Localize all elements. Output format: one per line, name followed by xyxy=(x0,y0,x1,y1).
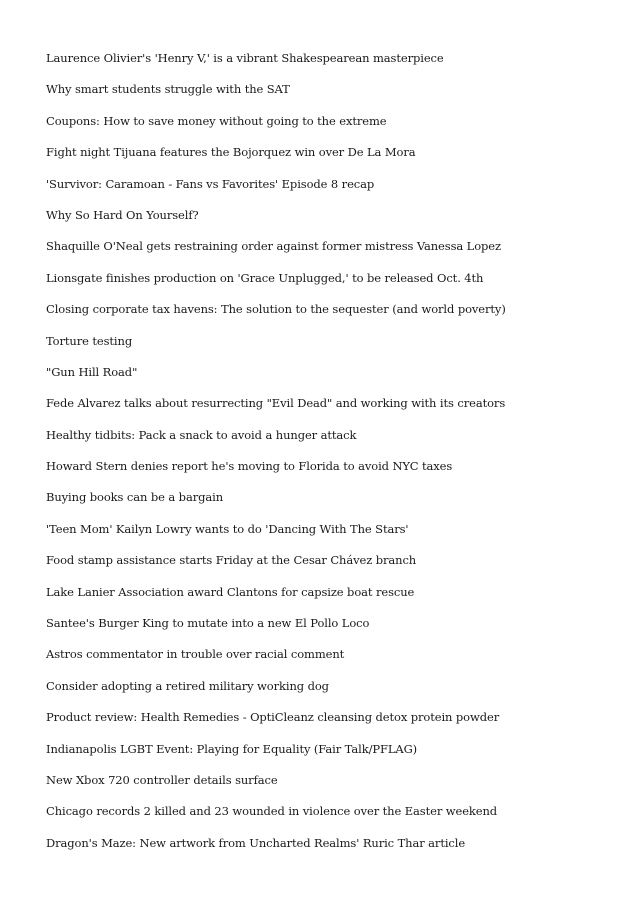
headline-item: Consider adopting a retired military working dog xyxy=(46,678,329,693)
headline-item: Laurence Olivier's 'Henry V,' is a vibrant Shakespearean masterpiece xyxy=(46,51,444,65)
headline-list xyxy=(46,48,616,864)
headline-item: Santee's Burger King to mutate into a new El Pollo Loco xyxy=(46,616,370,631)
headline-item: "Gun Hill Road" xyxy=(46,364,138,379)
headline-item: Chicago records 2 killed and 23 wounded in violence over the Easter weekend xyxy=(46,804,498,819)
headline-item: Fede Alvarez talks about resurrecting "Evil Dead" and working with its creators xyxy=(46,396,506,411)
headline-item: Indianapolis LGBT Event: Playing for Equality (Fair Talk/PFLAG) xyxy=(46,741,418,756)
headline-item: Closing corporate tax havens: The solution to the sequester (and world poverty) xyxy=(46,302,506,317)
headline-item: 'Survivor: Caramoan - Fans vs Favorites' Episode 8 recap xyxy=(46,176,375,191)
headline-item: Dragon's Maze: New artwork from Uncharted Realms' Ruric Thar article xyxy=(46,835,466,850)
headline-item: Torture testing xyxy=(46,333,133,348)
headline-item: Howard Stern denies report he's moving to Florida to avoid NYC taxes xyxy=(46,459,453,474)
headline-item: Lionsgate finishes production on 'Grace Unplugged,' to be released Oct. 4th xyxy=(46,270,484,285)
headline-item: Coupons: How to save money without going to the extreme xyxy=(46,113,387,128)
headline-item: Why So Hard On Yourself? xyxy=(46,207,199,222)
headline-item: Lake Lanier Association award Clantons for capsize boat rescue xyxy=(46,584,415,599)
headline-item: Why smart students struggle with the SAT xyxy=(46,82,290,97)
headline-item: Fight night Tijuana features the Bojorquez win over De La Mora xyxy=(46,145,416,160)
headline-item: Healthy tidbits: Pack a snack to avoid a hunger attack xyxy=(46,427,357,442)
headline-item: Product review: Health Remedies - OptiCleanz cleansing detox protein powder xyxy=(46,710,500,725)
headline-item: Astros commentator in trouble over racial comment xyxy=(46,647,345,662)
headline-item: Shaquille O'Neal gets restraining order against former mistress Vanessa Lopez xyxy=(46,239,501,254)
headline-item: Buying books can be a bargain xyxy=(46,490,224,505)
headline-item: Food stamp assistance starts Friday at the Cesar Chávez branch xyxy=(46,553,417,568)
headline-item: 'Teen Mom' Kailyn Lowry wants to do 'Dancing With The Stars' xyxy=(46,521,409,536)
headline-item: New Xbox 720 controller details surface xyxy=(46,772,278,787)
